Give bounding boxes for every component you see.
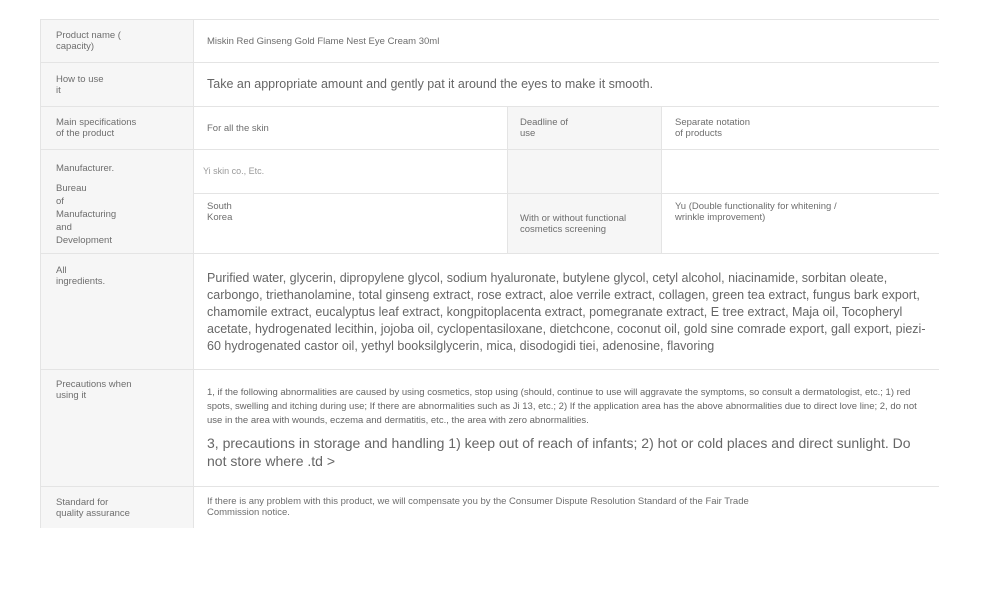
- empty-white-cell: [662, 150, 940, 194]
- value-separate-notation: Separate notation of products: [662, 107, 940, 150]
- row-main-spec: [41, 107, 940, 150]
- value-manufacturer: Yi skin co., Etc.: [194, 150, 508, 194]
- label-ingredients: All ingredients.: [41, 254, 194, 370]
- row-how-to-use: [41, 63, 940, 107]
- value-ingredients: Purified water, glycerin, dipropylene glycol, sodium hyaluronate, butylene glycol, cetyl alcohol, niacinamide, sorbitan oleate, carbongo, triethanolamine, total ginseng extract, rose extract, aloe verrile extract, collagen, green tea extract, fungus bark export, chamomile extract, eucalyptus leaf extract, kongpitoplacenta extract, pomegranate extract, E tree extract, Maja oil, Tocopheryl acetate, hydrogenated lecithin, jojoba oil, cyclopentasiloxane, dietchcone, coconut oil, gold sine comrade export, gall export, piezi-60 hydrogenated castor oil, yethyl booksilglycerin, mica, disodogidi tiei, adenosine, flavoring: [194, 254, 940, 370]
- value-functional-screening: Yu (Double functionality for whitening / wrinkle improvement): [662, 194, 940, 254]
- label-precautions: Precautions when using it: [41, 370, 194, 487]
- label-functional-screening: With or without functional cosmetics screening: [508, 194, 662, 254]
- label-how-to-use: How to use it: [41, 63, 194, 107]
- value-main-spec: For all the skin: [194, 107, 508, 150]
- row-quality: [41, 487, 940, 529]
- label-manufacturer-bureau: [41, 150, 194, 254]
- product-spec-table: [40, 19, 939, 528]
- label-product-name: Product name ( capacity): [41, 20, 194, 63]
- empty-gray-cell: [508, 150, 662, 194]
- value-country: South Korea: [194, 194, 508, 254]
- value-precautions: [194, 370, 940, 487]
- label-quality: Standard for quality assurance: [41, 487, 194, 529]
- value-how-to-use: Take an appropriate amount and gently pat it around the eyes to make it smooth.: [194, 63, 940, 107]
- label-main-spec: Main specifications of the product: [41, 107, 194, 150]
- row-manufacturer: [41, 150, 940, 194]
- label-bureau: Bureau of Manufacturing and Development: [56, 183, 117, 246]
- row-precautions: [41, 370, 940, 487]
- value-product-name: Miskin Red Ginseng Gold Flame Nest Eye Cream 30ml: [194, 20, 940, 63]
- precautions-details: 1, if the following abnormalities are caused by using cosmetics, stop using (should, continue to use will aggravate the symptoms, so consult a dermatologist, etc.; 1) red spots, swelling and itching during use; If there are abnormalities such as Ji 13, etc.; 2) If the application area has the above abnormalities due to direct love line; 2, do not use in the area with wounds, eczema and dermatitis, etc., the area with zero abnormalities.: [207, 387, 917, 426]
- value-quality: If there is any problem with this product, we will compensate you by the Consumer Dispute Resolution Standard of the Fair Trade Commission notice.: [194, 487, 940, 529]
- label-manufacturer: Manufacturer.: [56, 163, 115, 174]
- spec-table-container: [40, 19, 939, 528]
- precautions-storage: 3, precautions in storage and handling 1) keep out of reach of infants; 2) hot or cold places and direct sunlight. Do not store where .td >: [207, 435, 911, 469]
- row-ingredients: [41, 254, 940, 370]
- label-deadline-of-use: Deadline of use: [508, 107, 662, 150]
- row-product-name: [41, 20, 940, 63]
